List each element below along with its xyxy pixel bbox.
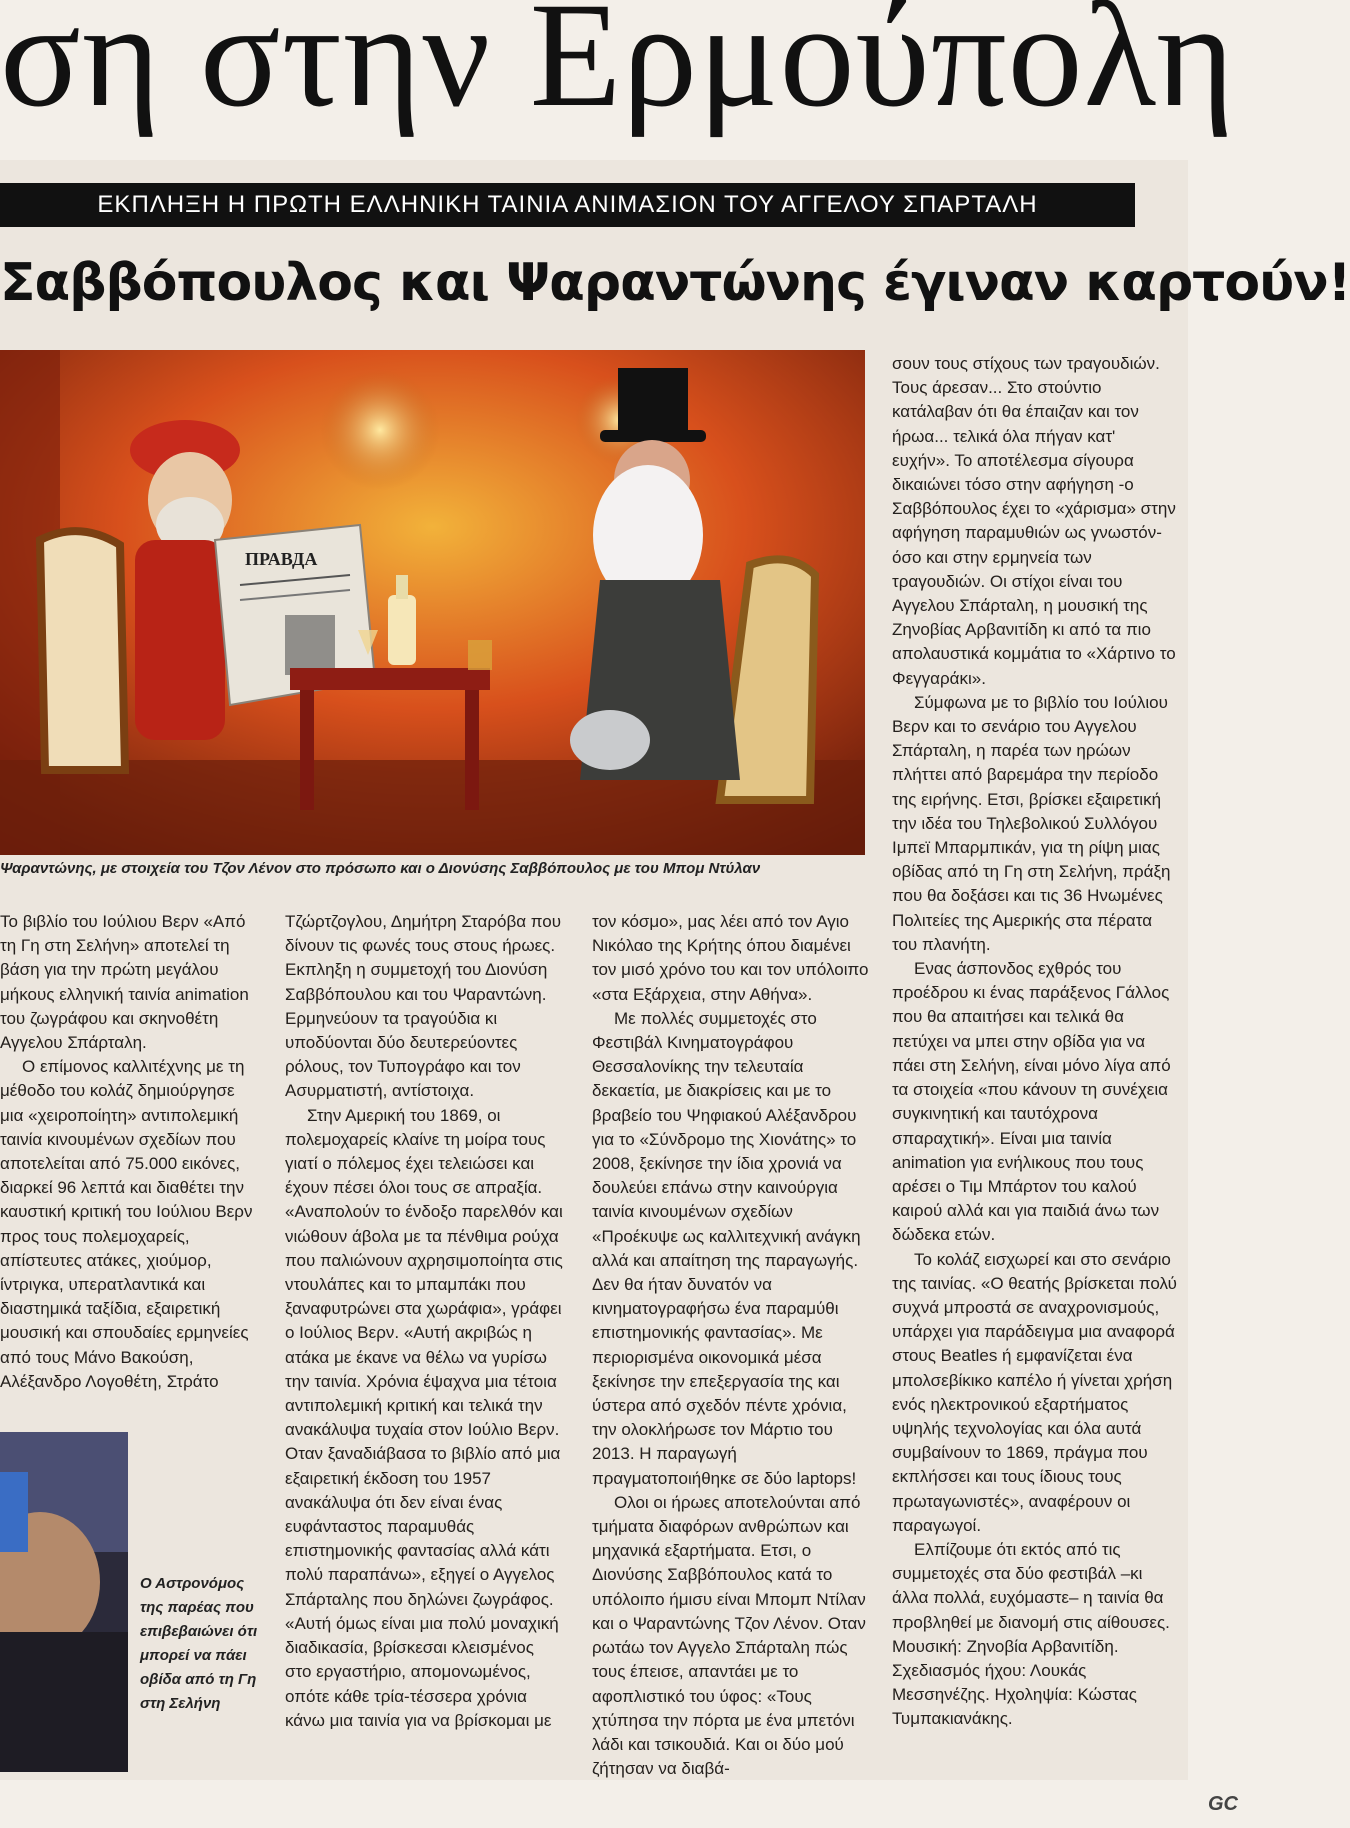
paragraph: Σύμφωνα με το βιβλίο του Ιούλιου Βερν και το σενάριο του Αγγελου Σπάρταλη, η παρέα των ηρώων πλήττει από βαρεμάρα την περίοδο της ειρήνης. Ετσι, βρίσκει εξαιρετική την ιδέα του Τηλεβολικού Συλλόγου Ιμπεϊ Μπαρμπικάν, για τη ρίψη μιας οβίδας από τη Γη στη Σελήνη, πράξη που θα δοξάσει και τις 36 Ηνωμένες Πολιτείες της Αμερικής στα πέρατα του πλανήτη. <box>892 692 1171 954</box>
paragraph: Με πολλές συμμετοχές στο Φεστιβάλ Κινηματογράφου Θεσσαλονίκης την τελευταία δεκαετία, με διακρίσεις και με το βραβείο του Ψηφιακού Αλέξανδρου για το «Σύνδρομο της Χιονάτης» το 2008, ξεκίνησε την ίδια χρονιά να δουλεύει επάνω στην καινούργια ταινία κινουμένων σχεδίων «Προέκυψε ως καλλιτεχνική ανάγκη αλλά και απαίτηση της παραγωγής. Δεν θα ήταν δυνατόν να κινηματογραφήσω ένα παραμύθι επιστημονικής φαντασίας». Με περιορισμένα οικονομικά μέσα ξεκίνησε την επεξεργασία της και ύστερα από σχεδόν πέντε χρόνια, την ολοκλήρωσε τον Μάρτιο του 2013. Η παραγωγή πραγματοποιήθηκε σε δύο laptops! <box>592 1008 861 1488</box>
article-column-3 <box>592 910 875 1779</box>
article-column-1 <box>0 910 258 1410</box>
kicker-bar: ΕΚΠΛΗΞΗ Η ΠΡΩΤΗ ΕΛΛΗΝΙΚΗ ΤΑΙΝΙΑ ΑΝΙΜΑΣΙΟΝ ΤΟΥ ΑΓΓΕΛΟΥ ΣΠΑΡΤΑΛΗ <box>0 183 1135 227</box>
photo-caption: Ψαραντώνης, με στοιχεία του Τζον Λένον στο πρόσωπο και ο Διονύσης Σαββόπουλος με του Μπομ Ντύλαν <box>0 860 761 877</box>
paragraph: σουν τους στίχους των τραγουδιών. Τους άρεσαν... Στο στούντιο κατάλαβαν ότι θα έπαιζαν και τον ήρωα... τελικά όλα πήγαν κατ' ευχήν». Το αποτέλεσμα σίγουρα δικαιώνει τόσο στην αφήγηση -ο Σαββόπουλος έχει το «χάρισμα» στην αφήγηση παραμυθιών ως γνωστόν- όσο και στην ερμηνεία των τραγουδιών. Οι στίχοι είναι του Αγγελου Σπάρταλη, η μουσική της Ζηνοβίας Αρβανιτίδη κι από τα πιο απολαυστικά κομμάτια το «Χάρτινο το Φεγγαράκι». <box>892 354 1176 688</box>
paragraph: Το κολάζ εισχωρεί και στο σενάριο της ταινίας. «Ο θεατής βρίσκεται πολύ συχνά μπροστά σε αναχρονισμούς, υπάρχει για παράδειγμα μια αναφορά στους Beatles ή εμφανίζεται ένα μπολσεβίκικο καπέλο ή γίνεται χρήση ενός ηλεκτρονικού εξαρτήματος υψηλής τεχνολογίας και όλα αυτά συμβαίνουν το 1869, πράγμα που εκπλήσσει και τους ίδιους τους πρωταγωνιστές», αναφέρουν οι παραγωγοί. <box>892 1249 1177 1535</box>
article-title: Σαββόπουλος και Ψαραντώνης έγιναν καρτούν! <box>0 253 1350 313</box>
main-illustration <box>0 350 865 855</box>
watermark: GC <box>1208 1793 1238 1815</box>
paragraph: Το βιβλίο του Ιούλιου Βερν «Από τη Γη στη Σελήνη» αποτελεί τη βάση για την πρώτη μεγάλου μήκους ελληνική ταινία animation του ζωγράφου και σκηνοθέτη Αγγελου Σπάρταλη. <box>0 912 249 1053</box>
astronomer-photo <box>0 1432 128 1772</box>
paragraph: Στην Αμερική του 1869, οι πολεμοχαρείς κλαίνε τη μοίρα τους γιατί ο πόλεμος έχει τελειώσει και έχουν πέσει όλοι τους σε απραξία. «Αναπολούν το ένδοξο παρελθόν και νιώθουν άβολα με τα πένθιμα ρούχα που παλιώνουν αχρησιμοποίητα στις ντουλάπες και το μπαμπάκι που ξαναφυτρώνει στα χωράφια», γράφει ο Ιούλιος Βερν. «Αυτή ακριβώς η ατάκα με έκανε να θέλω να γυρίσω την ταινία. Χρόνια έψαχνα μια τέτοια αντιπολεμική κριτική και τελικά την ανακάλυψα τυχαία στον Ιούλιο Βερν. Οταν ξαναδιάβασα το βιβλίο από μια εξαιρετική έκδοση του 1957 ανακάλυψα ότι δεν είναι ένας ευφάνταστος παραμυθάς επιστημονικής φαντασίας αλλά κάτι πολύ παραπάνω», εξηγεί ο Αγγελος Σπάρταλης που δηλώνει ζωγράφος. «Αυτή όμως είναι μια πολύ μοναχική διαδικασία, βρίσκεσαι κλεισμένος στο εργαστήριο, απομονωμένος, οπότε κάθε τρία-τέσσερα χρόνια κάνω μια ταινία για να βρίσκομαι με <box>285 1105 563 1730</box>
small-photo-caption: Ο Αστρονόμος της παρέας που επιβεβαιώνει ότι μπορεί να πάει οβίδα από τη Γη στη Σελήνη <box>140 1575 258 1712</box>
paragraph: Τζώρτζογλου, Δημήτρη Σταρόβα που δίνουν τις φωνές τους στους ήρωες. Εκπληξη η συμμετοχή του Διονύση Σαββόπουλου και του Ψαραντώνη. Ερμηνεύουν τα τραγούδια κι υποδύονται δύο δευτερεύοντες ρόλους, τον Τυπογράφο και τον Ασυρματιστή, αντίστοιχα. <box>285 912 562 1101</box>
paragraph: τον κόσμο», μας λέει από τον Αγιο Νικόλαο της Κρήτης όπου διαμένει τον μισό χρόνο του και τον υπόλοιπο «στα Εξάρχεια, στην Αθήνα». <box>592 912 869 1004</box>
paragraph: Ο επίμονος καλλιτέχνης με τη μέθοδο του κολάζ δημιούργησε μια «χειροποίητη» αντιπολεμική ταινία κινουμένων σχεδίων που αποτελείται από 75.000 εικόνες, διαρκεί 96 λεπτά και διαθέτει την καυστική κριτική του Ιούλιου Βερν προς τους πολεμοχαρείς, απίστευτες ατάκες, χιούμορ, ίντριγκα, υπερατλαντικά και διαστημικά ταξίδια, εξαιρετική μουσική και σπουδαίες ερμηνείες από τους Μάνο Βακούση, Αλέξανδρο Λογοθέτη, Στράτο <box>0 1057 253 1391</box>
top-headline: ση στην Ερμούπολη <box>0 0 1236 138</box>
paragraph: Ελπίζουμε ότι εκτός από τις συμμετοχές στα δύο φεστιβάλ –κι άλλα πολλά, ευχόμαστε– η ταινία θα προβληθεί με διανομή στις αίθουσες. Μουσική: Ζηνοβία Αρβανιτίδη. Σχεδιασμός ήχου: Λουκάς Μεσσηνέζης. Ηχοληψία: Κώστας Τυμπακιανάκης. <box>892 1539 1170 1729</box>
newspaper-masthead: ПРАВДА <box>245 549 318 569</box>
article-column-4 <box>892 352 1177 1772</box>
paragraph: Ενας άσπονδος εχθρός του προέδρου κι ένας παράξενος Γάλλος που θα απαιτήσει και τελικά θα πετύχει να μπει στην οβίδα για να πάει στη Σελήνη, είναι μόνο λίγα από τα στοιχεία «που κάνουν τη συνέχεια συγκινητική και ταυτόχρονα σπαραχτική». Είναι μια ταινία animation για ενήλικους που τους αρέσει ο Τιμ Μπάρτον του καλού καιρού αλλά και για παιδιά άνω των δώδεκα ετών. <box>892 959 1171 1245</box>
article-column-2 <box>285 910 565 1770</box>
paragraph: Ολοι οι ήρωες αποτελούνται από τμήματα διαφόρων ανθρώπων και μηχανικά εξαρτήματα. Ετσι, ο Διονύσης Σαββόπουλος κατά το υπόλοιπο ήμισυ είναι Μπομπ Ντίλαν και ο Ψαραντώνης Τζον Λένον. Οταν ρωτάω τον Αγγελο Σπάρταλη πώς τους έπεισε, απαντάει με το αφοπλιστικό του ύφος: «Τους χτύπησα την πόρτα με ένα μπετόνι λάδι και τσικουδιά. Και οι δύο μού ζήτησαν να διαβά- <box>592 1492 866 1779</box>
cartoon-scene <box>0 350 865 855</box>
